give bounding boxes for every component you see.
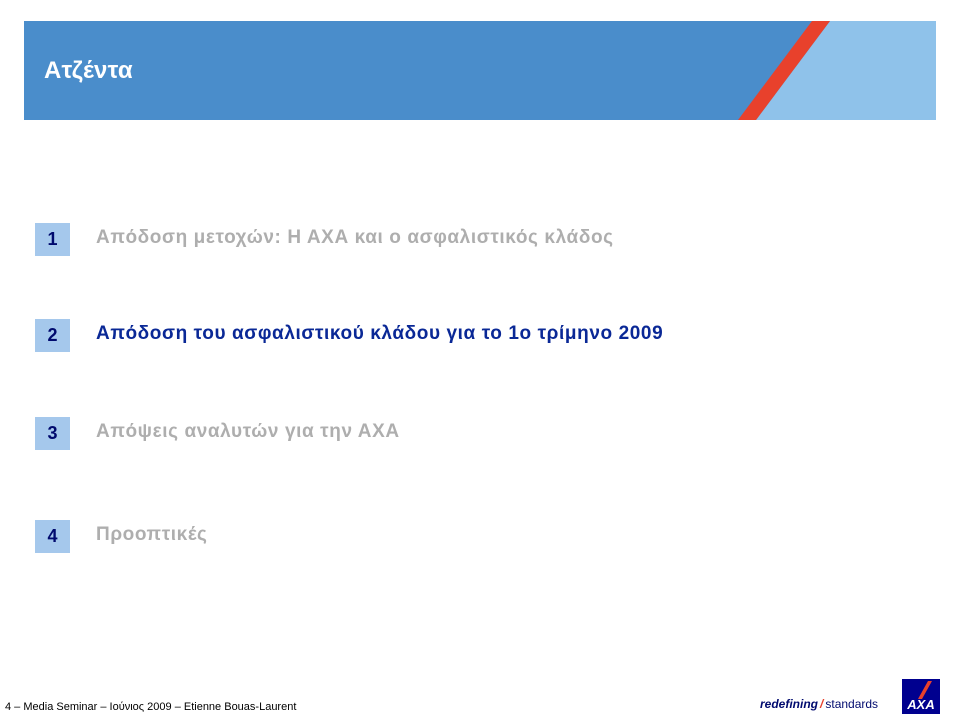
axa-logo-icon — [902, 679, 940, 714]
agenda-text-2: Απόδοση του ασφαλιστικού κλάδου για το 1ο τρίμηνο 2009 — [96, 323, 664, 344]
tagline-redefining: redefining — [760, 697, 819, 711]
brand-tagline — [760, 697, 878, 711]
page-title: Ατζέντα — [44, 57, 133, 84]
agenda-text-4: Προοπτικές — [96, 524, 208, 545]
diagonal-stripe-icon — [24, 21, 936, 120]
footer-caption: 4 – Media Seminar – Ιούνιος 2009 – Etienne Bouas-Laurent — [5, 701, 297, 713]
agenda-number-3: 3 — [35, 417, 70, 450]
agenda-item-3 — [35, 417, 735, 455]
agenda-text-3: Απόψεις αναλυτών για την ΑΧΑ — [96, 421, 400, 442]
agenda-item-2 — [35, 319, 735, 357]
tagline-standards: standards — [825, 697, 879, 711]
header-banner — [24, 21, 936, 120]
agenda-number-4: 4 — [35, 520, 70, 553]
agenda-item-4 — [35, 520, 735, 558]
agenda-number-2: 2 — [35, 319, 70, 352]
agenda-text-1: Απόδοση μετοχών: Η ΑΧΑ και ο ασφαλιστικός κλάδος — [96, 227, 614, 248]
agenda-number-1: 1 — [35, 223, 70, 256]
agenda-item-1 — [35, 223, 735, 261]
axa-logo-text: AXA — [907, 697, 935, 712]
tagline-slash: / — [820, 697, 824, 711]
